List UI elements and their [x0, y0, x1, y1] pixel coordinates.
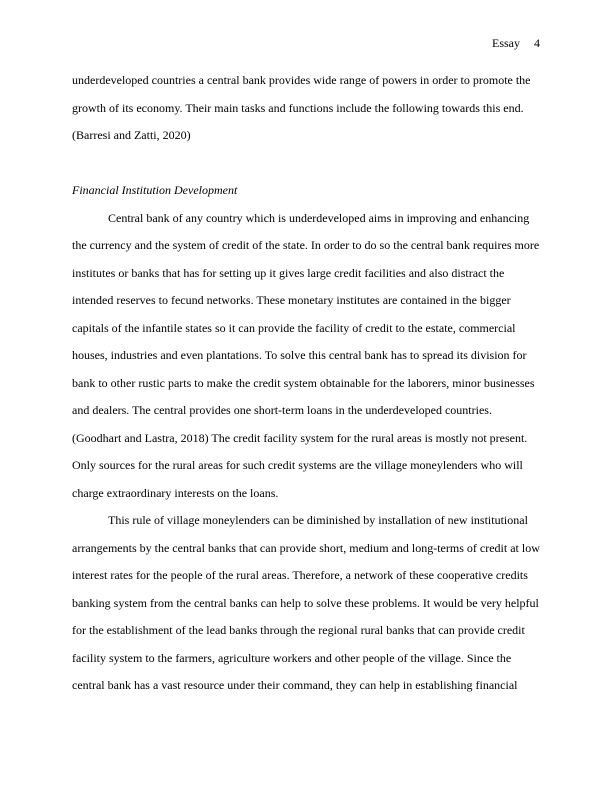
text-line: houses, industries and even plantations. To solve this central bank has to spread its division for: [72, 348, 527, 362]
citation-line: (Barresi and Zatti, 2020): [72, 128, 191, 142]
text-line: Only sources for the rural areas for such credit systems are the village moneylenders who will: [72, 458, 523, 472]
running-head-title: Essay: [492, 36, 520, 50]
text-line: underdeveloped countries a central bank provides wide range of powers in order to promote the: [72, 73, 531, 87]
text-line: facility system to the farmers, agriculture workers and other people of the village. Since the: [72, 650, 512, 665]
section-heading: Financial Institution Development: [72, 183, 238, 197]
text-line: (Goodhart and Lastra, 2018) The credit facility system for the rural areas is mostly not present.: [72, 430, 528, 445]
text-line: and dealers. The central provides one short-term loans in the underdeveloped countries.: [72, 403, 492, 417]
text-line: for the establishment of the lead banks through the regional rural banks that can provide credit: [72, 623, 525, 637]
blank-line: [72, 150, 540, 178]
text-line: institutes or banks that has for setting up it gives large credit facilities and also distract the: [72, 265, 505, 280]
text-line: bank to other rustic parts to make the credit system obtainable for the laborers, minor businesses: [72, 375, 535, 390]
text-line: capitals of the infantile states so it can provide the facility of credit to the estate, commercial: [72, 320, 516, 335]
document-body: [72, 67, 540, 700]
intro-paragraph: [72, 67, 540, 150]
text-line: arrangements by the central banks that can provide short, medium and long-terms of credit at low: [72, 540, 540, 555]
text-line: central bank has a vast resource under their command, they can help in establishing financial: [72, 678, 518, 692]
paragraph-2: [72, 507, 540, 700]
text-line: Central bank of any country which is underdeveloped aims in improving and enhancing: [108, 210, 530, 225]
text-line: intended reserves to fecund networks. These monetary institutes are contained in the bigger: [72, 293, 511, 307]
page-number: 4: [534, 36, 540, 50]
text-line: banking system from the central banks can help to solve these problems. It would be very helpful: [72, 595, 539, 610]
text-line: charge extraordinary interests on the loans.: [72, 485, 279, 500]
text-line: the currency and the system of credit of the state. In order to do so the central bank requires more: [72, 238, 540, 252]
text-line: growth of its economy. Their main tasks and functions include the following towards this end.: [72, 100, 524, 115]
text-line: interest rates for the people of the rural areas. Therefore, a network of these cooperative credits: [72, 568, 528, 582]
text-line: This rule of village moneylenders can be diminished by installation of new institutional: [108, 513, 528, 527]
paragraph-1: [72, 205, 540, 508]
running-header: [492, 36, 540, 50]
